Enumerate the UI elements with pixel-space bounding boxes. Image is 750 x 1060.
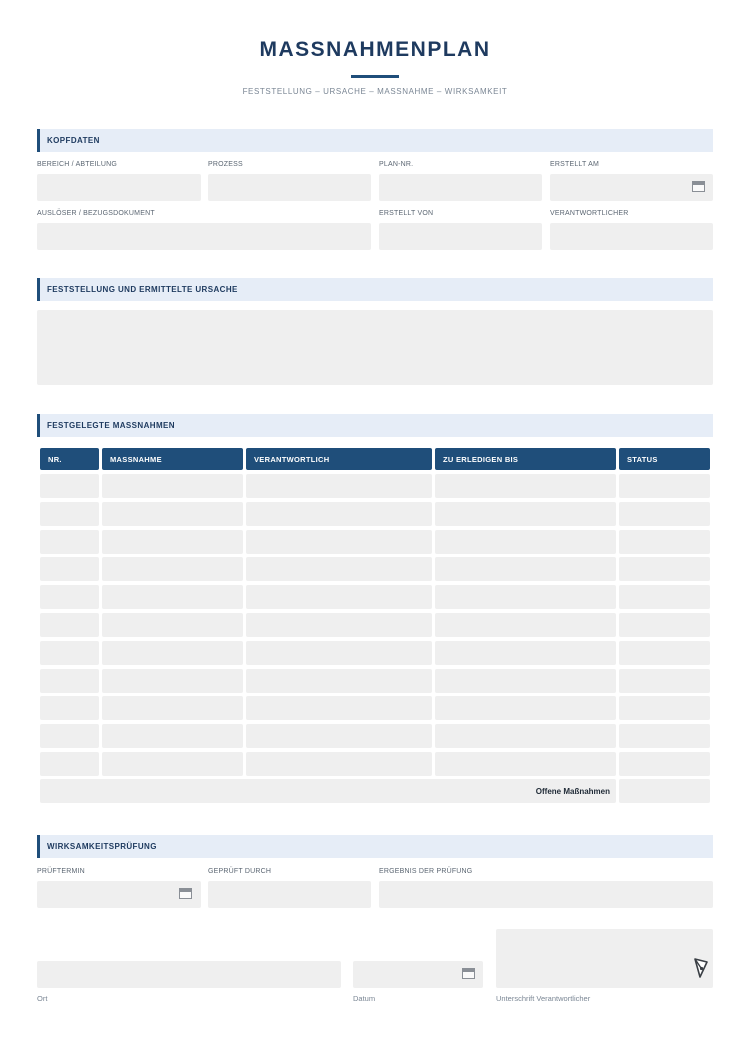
table-cell-status[interactable] [619, 502, 710, 526]
table-cell-verantwortlich[interactable] [246, 474, 432, 498]
table-cell-nr[interactable] [40, 669, 99, 693]
table-cell-status[interactable] [619, 669, 710, 693]
table-cell-verantwortlich[interactable] [246, 696, 432, 720]
label-ergebnis: ERGEBNIS DER PRÜFUNG [379, 868, 473, 875]
label-prozess: PROZESS [208, 161, 243, 168]
table-cell-nr[interactable] [40, 530, 99, 554]
table-cell-zu-erledigen-bis[interactable] [435, 530, 616, 554]
section-title-feststellung: FESTSTELLUNG UND ERMITTELTE URSACHE [47, 285, 238, 294]
table-cell-nr[interactable] [40, 613, 99, 637]
table-cell-nr[interactable] [40, 696, 99, 720]
label-erstellt-am: ERSTELLT AM [550, 161, 600, 168]
table-cell-nr[interactable] [40, 585, 99, 609]
column-header-status: STATUS [619, 448, 710, 470]
table-cell-verantwortlich[interactable] [246, 641, 432, 665]
label-ausloeser: AUSLÖSER / BEZUGSDOKUMENT [37, 210, 155, 217]
column-header-zu-erledigen-bis: ZU ERLEDIGEN BIS [435, 448, 616, 470]
label-ort: Ort [37, 994, 48, 1003]
table-cell-status[interactable] [619, 724, 710, 748]
label-verantwortlicher: VERANTWORTLICHER [550, 210, 629, 217]
column-header-nr: NR. [40, 448, 99, 470]
label-bereich: BEREICH / ABTEILUNG [37, 161, 118, 168]
table-cell-massnahme[interactable] [102, 724, 243, 748]
geprueft-durch-field[interactable] [208, 881, 371, 908]
table-cell-massnahme[interactable] [102, 585, 243, 609]
table-cell-status[interactable] [619, 613, 710, 637]
table-cell-status[interactable] [619, 474, 710, 498]
table-cell-massnahme[interactable] [102, 696, 243, 720]
label-prueftermin: PRÜFTERMIN [37, 868, 85, 875]
table-cell-status[interactable] [619, 585, 710, 609]
calendar-icon[interactable] [179, 888, 192, 899]
table-cell-massnahme[interactable] [102, 752, 243, 776]
label-unterschrift: Unterschrift Verantwortlicher [496, 994, 591, 1003]
table-cell-zu-erledigen-bis[interactable] [435, 752, 616, 776]
section-wirksamkeit [37, 835, 713, 858]
section-title-massnahmen: FESTGELEGTE MASSNAHMEN [47, 421, 175, 430]
table-cell-verantwortlich[interactable] [246, 669, 432, 693]
table-cell-verantwortlich[interactable] [246, 502, 432, 526]
prueftermin-field[interactable] [37, 881, 201, 908]
ergebnis-field[interactable] [379, 881, 713, 908]
section-title-kopfdaten: KOPFDATEN [47, 136, 100, 145]
table-cell-verantwortlich[interactable] [246, 530, 432, 554]
label-geprueft-durch: GEPRÜFT DURCH [208, 868, 272, 875]
table-cell-zu-erledigen-bis[interactable] [435, 641, 616, 665]
verantwortlicher-field[interactable] [550, 223, 713, 250]
offene-massnahmen-field[interactable] [619, 779, 710, 803]
table-cell-massnahme[interactable] [102, 613, 243, 637]
table-cell-status[interactable] [619, 530, 710, 554]
table-cell-verantwortlich[interactable] [246, 613, 432, 637]
page-title: MASSNAHMENPLAN [259, 38, 491, 61]
page-subtitle: FESTSTELLUNG – URSACHE – MASSNAHME – WIRKSAMKEIT [242, 87, 508, 96]
column-header-verantwortlich: VERANTWORTLICH [246, 448, 432, 470]
table-cell-verantwortlich[interactable] [246, 724, 432, 748]
ort-field[interactable] [37, 961, 341, 988]
ausloeser-field[interactable] [37, 223, 371, 250]
table-cell-massnahme[interactable] [102, 474, 243, 498]
table-cell-massnahme[interactable] [102, 557, 243, 581]
erstellt-von-field[interactable] [379, 223, 542, 250]
table-cell-nr[interactable] [40, 641, 99, 665]
table-cell-status[interactable] [619, 557, 710, 581]
table-cell-massnahme[interactable] [102, 502, 243, 526]
section-feststellung [37, 278, 713, 301]
column-header-massnahme: MASSNAHME [102, 448, 243, 470]
table-cell-nr[interactable] [40, 557, 99, 581]
table-cell-zu-erledigen-bis[interactable] [435, 557, 616, 581]
table-cell-verantwortlich[interactable] [246, 752, 432, 776]
table-cell-verantwortlich[interactable] [246, 585, 432, 609]
table-cell-massnahme[interactable] [102, 669, 243, 693]
section-massnahmen [37, 414, 713, 437]
label-erstellt-von: ERSTELLT VON [379, 210, 434, 217]
table-cell-zu-erledigen-bis[interactable] [435, 613, 616, 637]
table-cell-zu-erledigen-bis[interactable] [435, 669, 616, 693]
erstellt-am-field[interactable] [550, 174, 713, 201]
feststellung-textarea[interactable] [37, 310, 713, 385]
table-cell-nr[interactable] [40, 474, 99, 498]
section-kopfdaten [37, 129, 713, 152]
table-cell-nr[interactable] [40, 752, 99, 776]
bereich-field[interactable] [37, 174, 201, 201]
plan-nr-field[interactable] [379, 174, 542, 201]
label-datum: Datum [353, 994, 376, 1003]
table-cell-nr[interactable] [40, 724, 99, 748]
table-cell-zu-erledigen-bis[interactable] [435, 474, 616, 498]
calendar-icon[interactable] [462, 968, 475, 979]
title-divider [351, 75, 399, 78]
table-cell-zu-erledigen-bis[interactable] [435, 585, 616, 609]
table-cell-nr[interactable] [40, 502, 99, 526]
prozess-field[interactable] [208, 174, 371, 201]
label-plan-nr: PLAN-NR. [379, 161, 414, 168]
table-cell-massnahme[interactable] [102, 530, 243, 554]
unterschrift-field[interactable] [496, 929, 713, 988]
pen-icon [692, 957, 710, 979]
table-cell-verantwortlich[interactable] [246, 557, 432, 581]
table-cell-status[interactable] [619, 696, 710, 720]
table-cell-status[interactable] [619, 641, 710, 665]
calendar-icon[interactable] [692, 181, 705, 192]
table-cell-zu-erledigen-bis[interactable] [435, 502, 616, 526]
table-cell-status[interactable] [619, 752, 710, 776]
table-cell-zu-erledigen-bis[interactable] [435, 696, 616, 720]
section-title-wirksamkeit: WIRKSAMKEITSPRÜFUNG [47, 842, 157, 851]
table-cell-zu-erledigen-bis[interactable] [435, 724, 616, 748]
table-cell-massnahme[interactable] [102, 641, 243, 665]
summary-label: Offene Maßnahmen [535, 787, 610, 796]
